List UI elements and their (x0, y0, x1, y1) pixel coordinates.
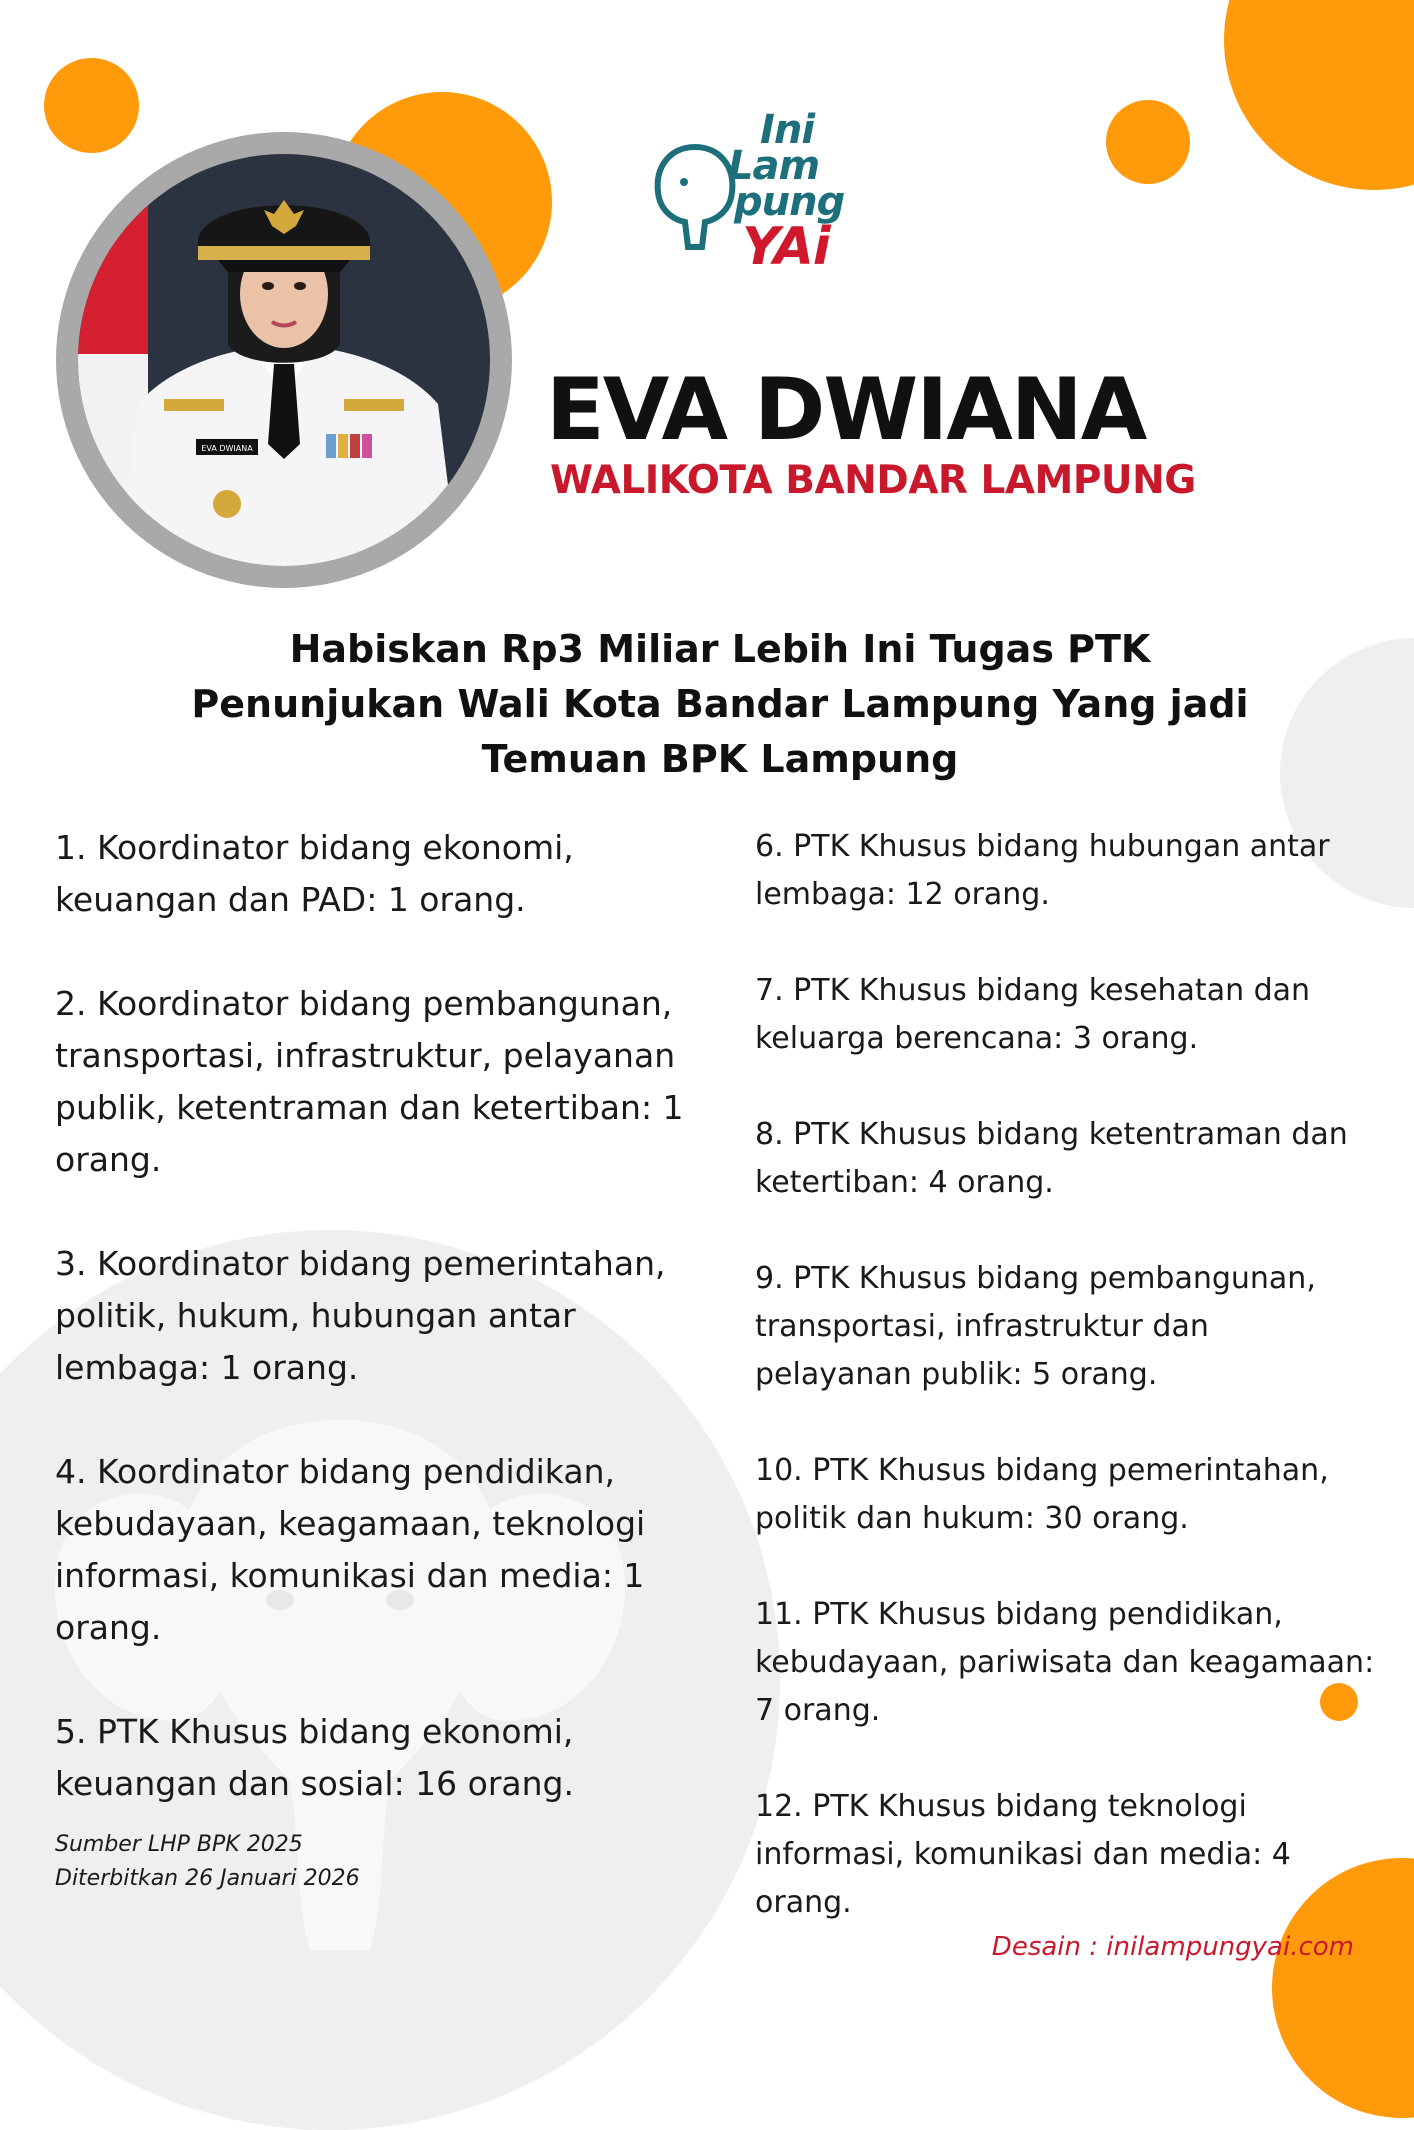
headline-line-2: Penunjukan Wali Kota Bandar Lampung Yang jadi (191, 682, 1249, 726)
person-name: EVA DWIANA (546, 360, 1146, 460)
ptk-list-left (55, 822, 725, 1862)
photo-nametag: EVA DWIANA (201, 444, 253, 453)
source-note (55, 1828, 360, 1896)
orange-circle-top-left (44, 58, 139, 153)
person-title: WALIKOTA BANDAR LAMPUNG (550, 458, 1196, 503)
headline (120, 622, 1320, 787)
list-item: 2. Koordinator bidang pembangunan, transportasi, infrastruktur, pelayanan publik, ketentraman dan ketertiban: 1 orang. (55, 984, 684, 1179)
list-item: 12. PTK Khusus bidang teknologi informasi, komunikasi dan media: 4 orang. (755, 1789, 1291, 1920)
logo-line-ini: Ini (760, 107, 815, 153)
list-item: 4. Koordinator bidang pendidikan, kebudayaan, keagamaan, teknologi informasi, komunikasi dan media: 1 orang. (55, 1452, 646, 1647)
logo-line-pung: pung (734, 179, 845, 225)
ptk-list-right (755, 823, 1375, 1975)
portrait-frame (56, 132, 512, 588)
logo-line-lam: Lam (728, 143, 820, 189)
list-item: 9. PTK Khusus bidang pembangunan, transportasi, infrastruktur dan pelayanan publik: 5 orang. (755, 1261, 1316, 1392)
source-line-2: Diterbitkan 26 Januari 2026 (55, 1866, 360, 1891)
source-line-1: Sumber LHP BPK 2025 (55, 1832, 303, 1857)
headline-line-1: Habiskan Rp3 Miliar Lebih Ini Tugas PTK (289, 627, 1151, 671)
brand-logo (650, 107, 870, 312)
headline-line-3: Temuan BPK Lampung (481, 737, 959, 781)
portrait-photo (78, 154, 490, 566)
list-item: 11. PTK Khusus bidang pendidikan, kebudayaan, pariwisata dan keagamaan: 7 orang. (755, 1597, 1375, 1728)
list-item: 6. PTK Khusus bidang hubungan antar lembaga: 12 orang. (755, 829, 1330, 912)
logo-line-yai: YAi (742, 217, 830, 277)
orange-circle-top-right-small (1106, 100, 1190, 184)
orange-circle-top-right-large (1224, 0, 1414, 190)
list-item: 10. PTK Khusus bidang pemerintahan, politik dan hukum: 30 orang. (755, 1453, 1329, 1536)
design-credit: Desain : inilampungyai.com (991, 1932, 1354, 1962)
list-item: 8. PTK Khusus bidang ketentraman dan ketertiban: 4 orang. (755, 1117, 1348, 1200)
list-item: 1. Koordinator bidang ekonomi, keuangan dan PAD: 1 orang. (55, 828, 574, 919)
list-item: 7. PTK Khusus bidang kesehatan dan keluarga berencana: 3 orang. (755, 973, 1311, 1056)
list-item: 5. PTK Khusus bidang ekonomi, keuangan dan sosial: 16 orang. (55, 1712, 574, 1803)
list-item: 3. Koordinator bidang pemerintahan, politik, hukum, hubungan antar lembaga: 1 orang. (55, 1244, 666, 1387)
